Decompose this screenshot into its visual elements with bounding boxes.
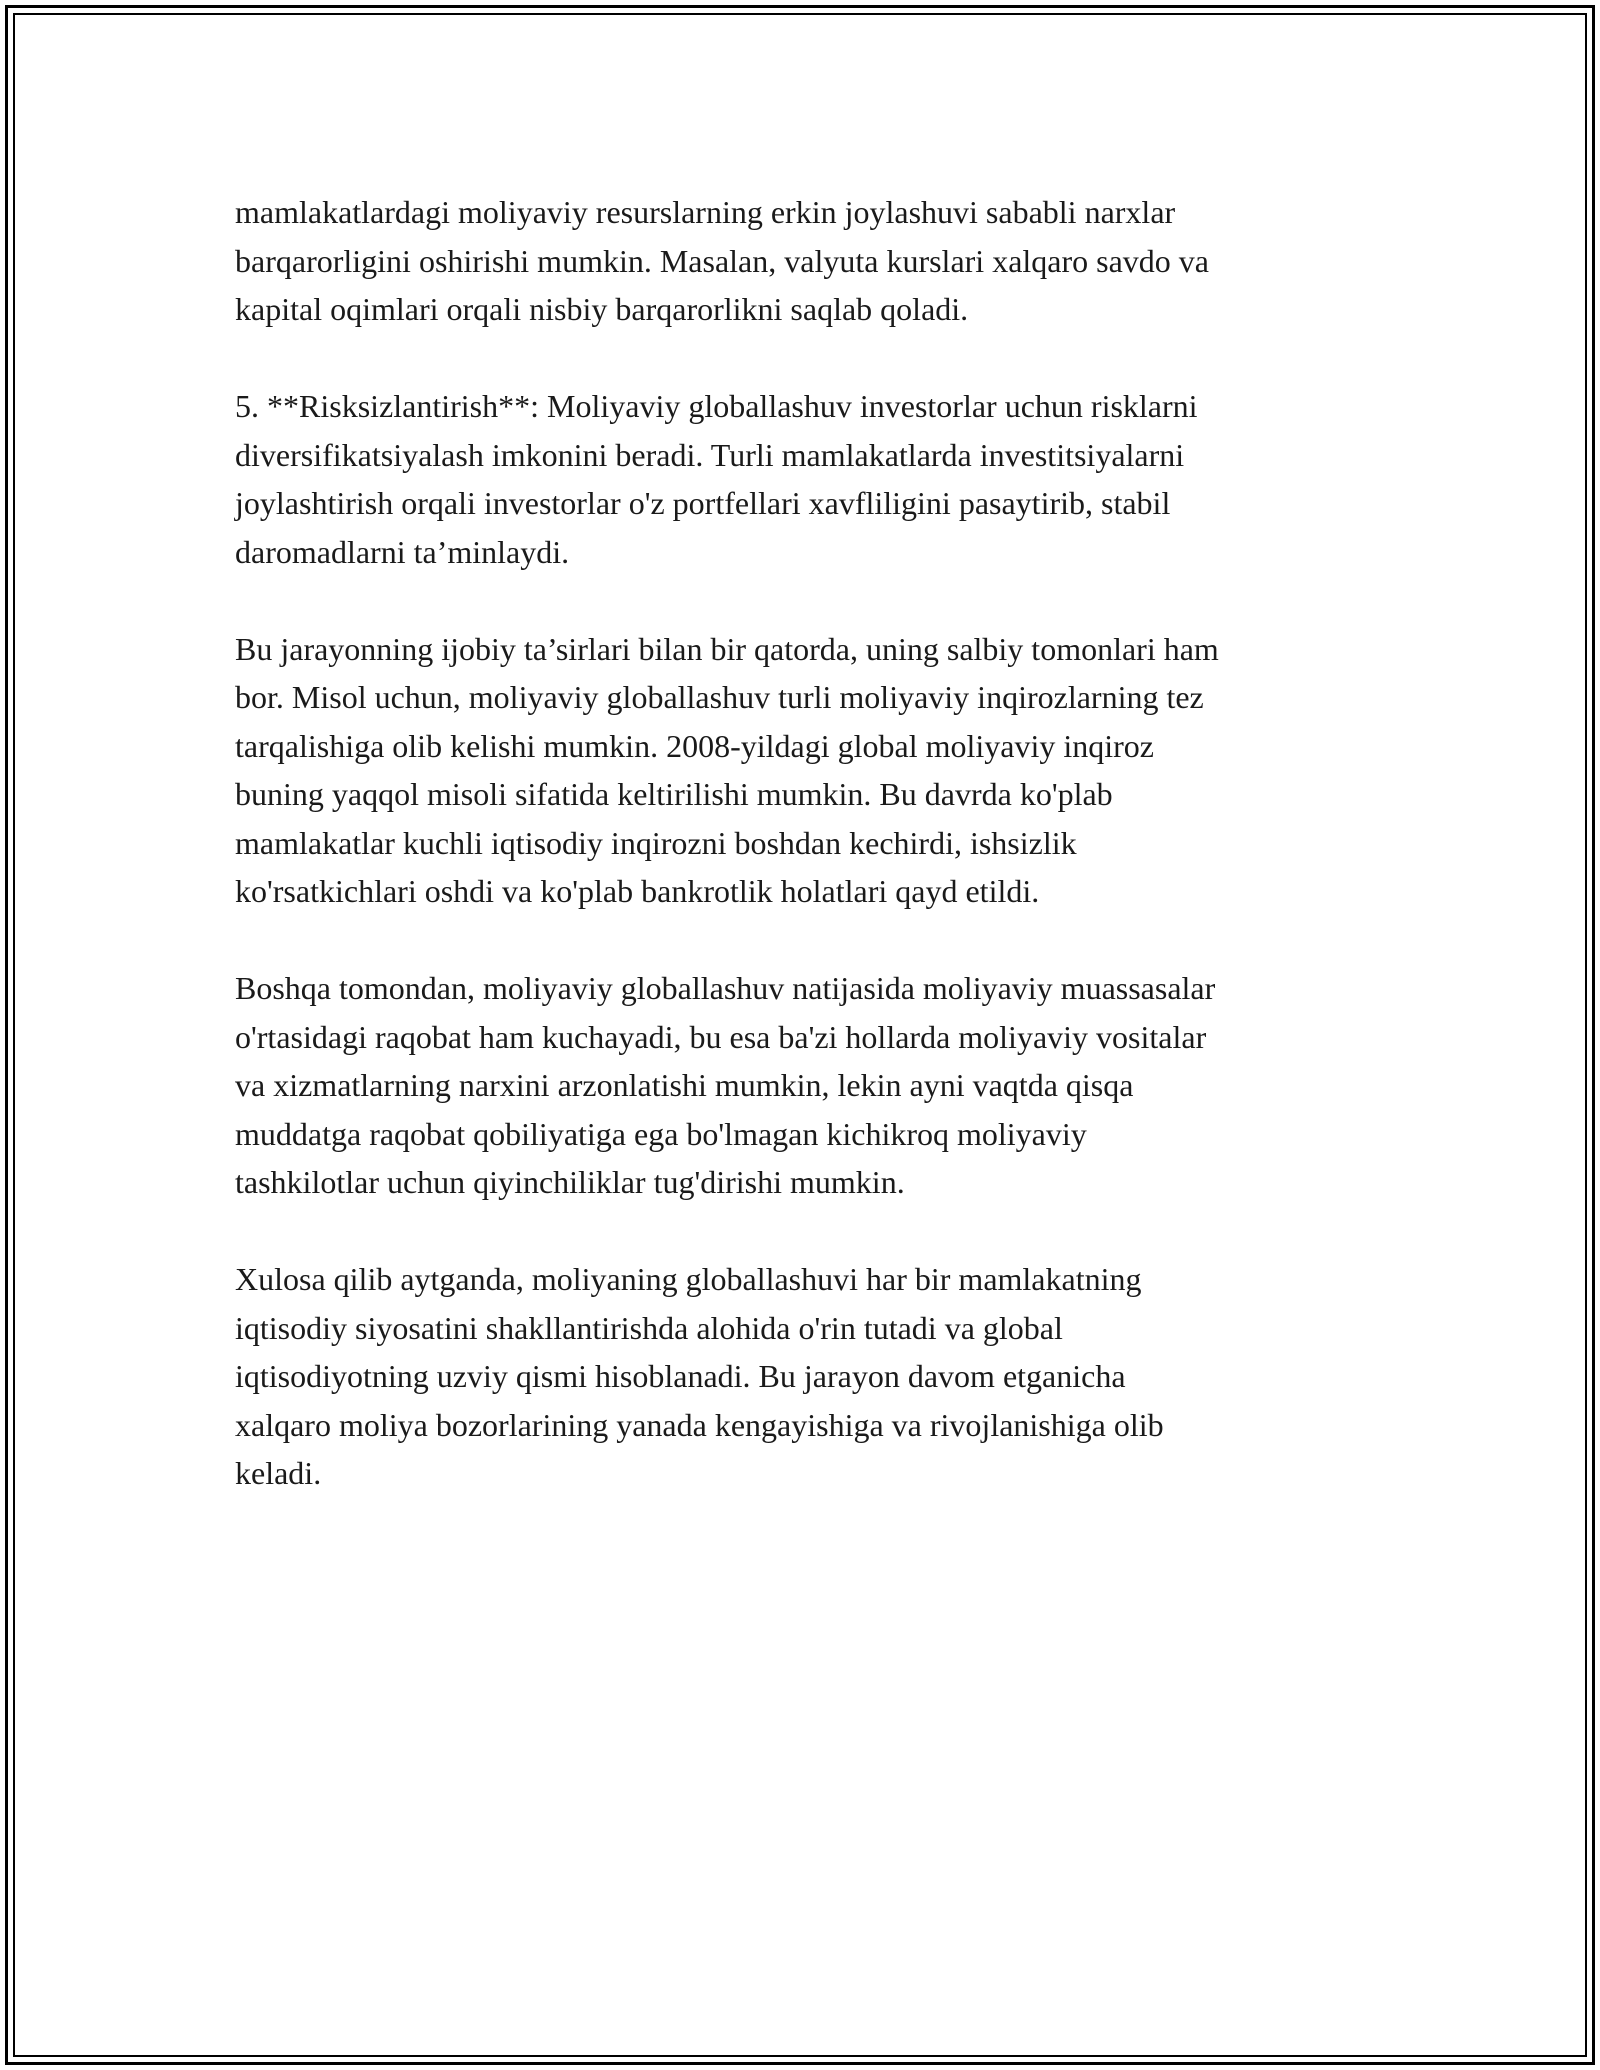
text-line: Bu jarayonning ijobiy ta’sirlari bilan bir qatorda, uning salbiy tomonlari ham bbox=[235, 630, 1219, 667]
paragraph-competition bbox=[235, 964, 1395, 1207]
text-line: kapital oqimlari orqali nisbiy barqarorlikni saqlab qoladi. bbox=[235, 291, 969, 327]
paragraph-risk-diversification bbox=[235, 382, 1395, 576]
text-line: iqtisodiyotning uzviy qismi hisoblanadi. Bu jarayon davom etganicha bbox=[235, 1358, 1126, 1394]
paragraph-negative-effects bbox=[235, 625, 1395, 916]
text-line: tashkilotlar uchun qiyinchiliklar tug'dirishi mumkin. bbox=[235, 1164, 905, 1200]
text-line: o'rtasidagi raqobat ham kuchayadi, bu esa ba'zi hollarda moliyaviy vositalar bbox=[235, 1018, 1207, 1055]
text-line: ko'rsatkichlari oshdi va ko'plab bankrotlik holatlari qayd etildi. bbox=[235, 873, 1040, 909]
text-line: bor. Misol uchun, moliyaviy globallashuv turli moliyaviy inqirozlarning tez bbox=[235, 679, 1204, 715]
text-line: muddatga raqobat qobiliyatiga ega bo'lmagan kichikroq moliyaviy bbox=[235, 1115, 1087, 1152]
text-line: daromadlarni ta’minlaydi. bbox=[235, 533, 570, 570]
text-line: barqarorligini oshirishi mumkin. Masalan, valyuta kurslari xalqaro savdo va bbox=[235, 242, 1209, 279]
text-line: diversifikatsiyalash imkonini beradi. Turli mamlakatlarda investitsiyalarni bbox=[235, 436, 1185, 473]
text-line: keladi. bbox=[235, 1455, 322, 1491]
paragraph-price-stability bbox=[235, 188, 1395, 334]
text-line: buning yaqqol misoli sifatida keltirilishi mumkin. Bu davrda ko'plab bbox=[235, 776, 1113, 812]
text-line: joylashtirish orqali investorlar o'z portfellari xavfliligini pasaytirib, stabil bbox=[235, 485, 1171, 521]
text-line: Xulosa qilib aytganda, moliyaning globallashuvi har bir mamlakatning bbox=[235, 1261, 1142, 1297]
text-line: Boshqa tomondan, moliyaviy globallashuv natijasida moliyaviy muassasalar bbox=[235, 970, 1216, 1006]
document-body bbox=[235, 188, 1395, 1546]
text-line: iqtisodiy siyosatini shakllantirishda alohida o'rin tutadi va global bbox=[235, 1309, 1063, 1346]
text-line: mamlakatlardagi moliyaviy resurslarning erkin joylashuvi sababli narxlar bbox=[235, 194, 1176, 230]
text-line: va xizmatlarning narxini arzonlatishi mumkin, lekin ayni vaqtda qisqa bbox=[235, 1067, 1134, 1103]
paragraph-conclusion bbox=[235, 1255, 1395, 1498]
text-line: xalqaro moliya bozorlarining yanada kengayishiga va rivojlanishiga olib bbox=[235, 1406, 1164, 1443]
text-line: mamlakatlar kuchli iqtisodiy inqirozni boshdan kechirdi, ishsizlik bbox=[235, 824, 1077, 861]
text-line: tarqalishiga olib kelishi mumkin. 2008-yildagi global moliyaviy inqiroz bbox=[235, 727, 1154, 764]
text-line: 5. **Risksizlantirish**: Moliyaviy globallashuv investorlar uchun risklarni bbox=[235, 388, 1198, 424]
